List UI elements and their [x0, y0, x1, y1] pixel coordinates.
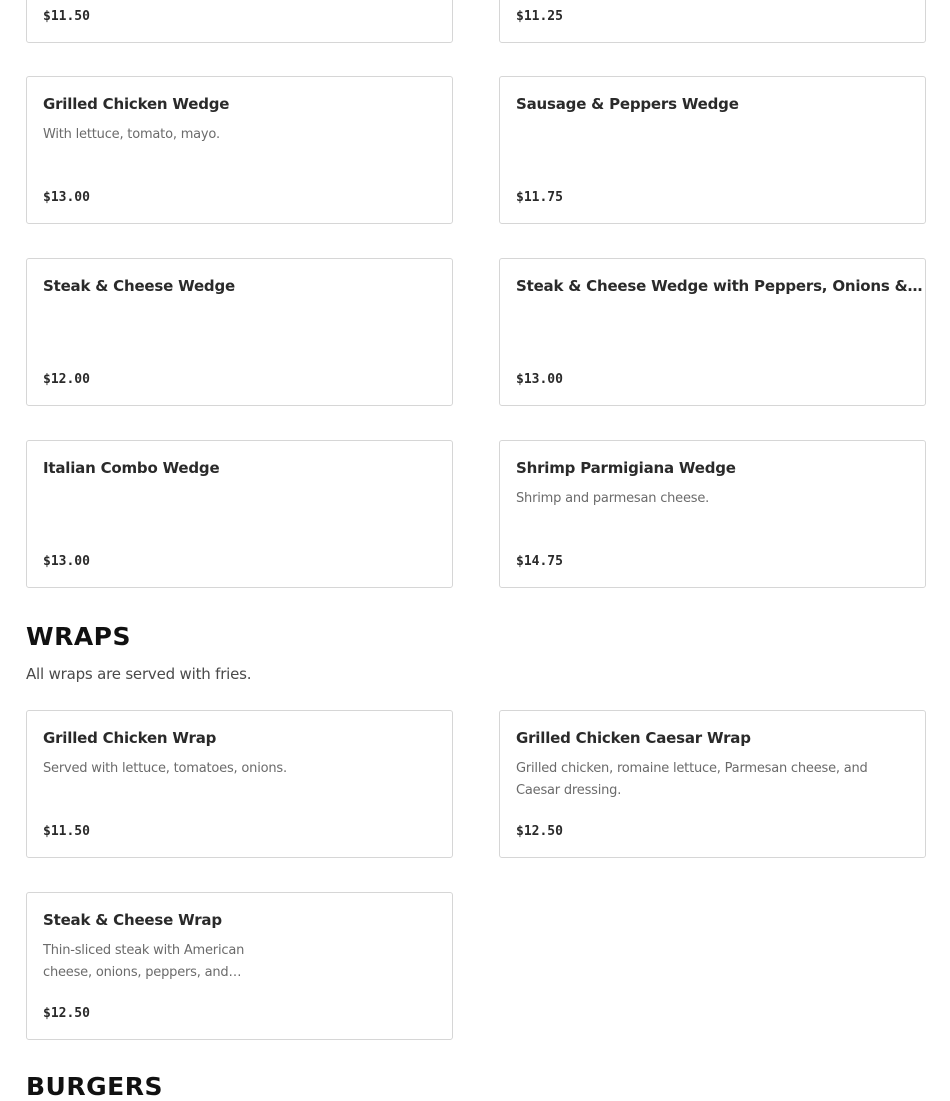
menu-item-price: $12.50 [516, 824, 563, 839]
menu-item-description: With lettuce, tomato, mayo. [43, 127, 220, 142]
menu-item-name: Shrimp Parmigiana Wedge [516, 459, 736, 477]
menu-item-name: Grilled Chicken Wedge [43, 95, 230, 113]
menu-item-card[interactable] [26, 892, 453, 1040]
menu-item-description: Shrimp and parmesan cheese. [516, 491, 710, 506]
menu-item-card[interactable] [499, 440, 926, 588]
menu-item-name: Steak & Cheese Wrap [43, 911, 222, 929]
menu-item-price: $14.75 [516, 554, 563, 569]
menu-item-description: Grilled chicken, romaine lettuce, Parmesan cheese, and Caesar dressing. [516, 761, 868, 798]
menu-item-description: Served with lettuce, tomatoes, onions. [43, 761, 287, 776]
menu-item-name: Sausage & Peppers Wedge [516, 95, 739, 113]
section-subtitle-wraps: All wraps are served with fries. [26, 665, 252, 683]
section-title-burgers: BURGERS [26, 1072, 163, 1101]
menu-item-card[interactable] [499, 0, 926, 43]
menu-item-price: $11.50 [43, 824, 90, 839]
menu-item-card[interactable] [26, 258, 453, 406]
menu-item-card[interactable] [499, 76, 926, 224]
menu-item-name: Steak & Cheese Wedge [43, 277, 235, 295]
menu-item-card[interactable] [26, 710, 453, 858]
menu-item-name: Grilled Chicken Wrap [43, 729, 217, 747]
menu-item-name: Steak & Cheese Wedge with Peppers, Onions &… [516, 277, 923, 295]
menu-item-price: $12.50 [43, 1006, 90, 1021]
menu-item-price: $11.75 [516, 190, 563, 205]
menu-item-card[interactable] [499, 258, 926, 406]
menu-item-card[interactable] [26, 76, 453, 224]
menu-item-price: $12.00 [43, 372, 90, 387]
menu-item-description: Thin-sliced steak with American cheese, onions, peppers, and… [43, 943, 245, 980]
menu-item-card[interactable] [26, 440, 453, 588]
section-title-wraps: WRAPS [26, 622, 132, 651]
menu-item-price: $13.00 [43, 190, 90, 205]
menu-item-name: Grilled Chicken Caesar Wrap [516, 729, 751, 747]
menu-item-card[interactable] [499, 710, 926, 858]
menu-item-price: $13.00 [516, 372, 563, 387]
menu-item-price: $11.50 [43, 9, 90, 24]
menu-item-price: $13.00 [43, 554, 90, 569]
menu-item-price: $11.25 [516, 9, 563, 24]
menu-item-name: Italian Combo Wedge [43, 459, 220, 477]
menu-item-card[interactable] [26, 0, 453, 43]
